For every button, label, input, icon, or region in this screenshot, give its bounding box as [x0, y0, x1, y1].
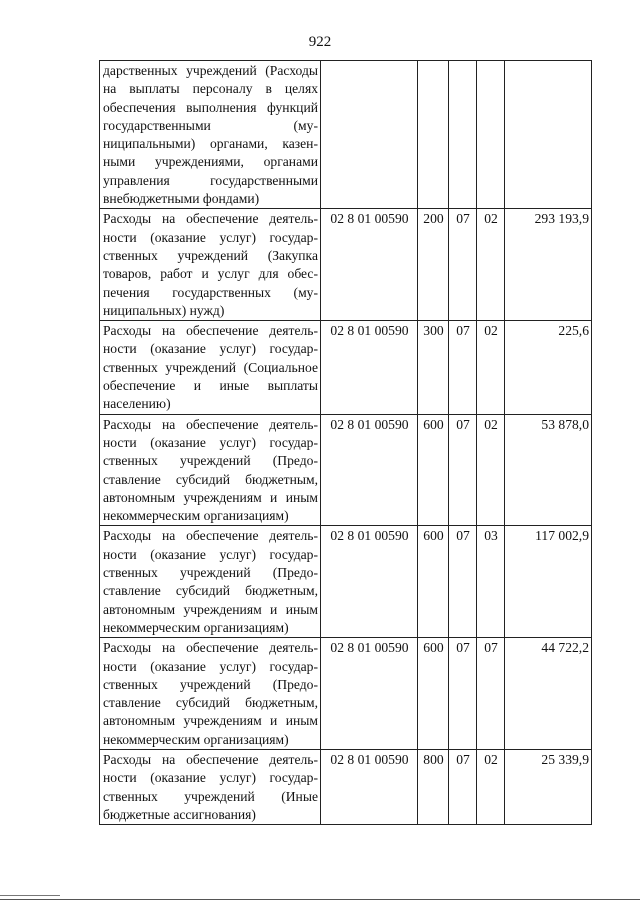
bottom-rule — [0, 899, 640, 900]
target-article-code-cell: 02 8 01 00590 — [321, 321, 418, 414]
subsection-cell: 02 — [477, 749, 505, 824]
target-article-code-cell: 02 8 01 00590 — [321, 749, 418, 824]
amount-cell — [505, 61, 592, 209]
target-article-code-cell: 02 8 01 00590 — [321, 638, 418, 750]
amount-cell: 44 722,2 — [505, 638, 592, 750]
expense-name-cell: Расходы на обеспечение деятельности (оказание услуг) государственных учреждений (Предоставление субсидий бюджетным, автономным учреждениям и иным некоммерческим организациям) — [100, 638, 321, 750]
expense-name-cell: Расходы на обеспечение деятельности (оказание услуг) государственных учреждений (Социальное обеспечение и иные выплаты населению) — [100, 321, 321, 414]
table-row — [100, 749, 592, 824]
expense-name-cell: Расходы на обеспечение деятельности (оказание услуг) государственных учреждений (Предоставление субсидий бюджетным, автономным учреждениям и иным некоммерческим организациям) — [100, 526, 321, 638]
target-article-code-cell: 02 8 01 00590 — [321, 209, 418, 321]
section-cell: 07 — [449, 526, 477, 638]
budget-table — [99, 60, 592, 825]
table-row — [100, 61, 592, 209]
amount-cell: 53 878,0 — [505, 414, 592, 526]
section-cell: 07 — [449, 638, 477, 750]
section-cell: 07 — [449, 209, 477, 321]
subsection-cell — [477, 61, 505, 209]
expense-name-cell: Расходы на обеспечение деятельности (оказание услуг) государственных учреждений (Иные бюджетные ассигнования) — [100, 749, 321, 824]
section-cell: 07 — [449, 414, 477, 526]
expense-name-cell: Расходы на обеспечение деятельности (оказание услуг) государственных учреждений (Предоставление субсидий бюджетным, автономным учреждениям и иным некоммерческим организациям) — [100, 414, 321, 526]
section-cell: 07 — [449, 749, 477, 824]
expense-type-cell: 800 — [418, 749, 449, 824]
table-row — [100, 209, 592, 321]
subsection-cell: 02 — [477, 209, 505, 321]
subsection-cell: 07 — [477, 638, 505, 750]
amount-cell: 225,6 — [505, 321, 592, 414]
subsection-cell: 02 — [477, 321, 505, 414]
table-row — [100, 526, 592, 638]
amount-cell: 117 002,9 — [505, 526, 592, 638]
table-row — [100, 321, 592, 414]
expense-type-cell — [418, 61, 449, 209]
section-cell: 07 — [449, 321, 477, 414]
expense-type-cell: 600 — [418, 414, 449, 526]
bottom-rule-short — [0, 895, 60, 896]
subsection-cell: 02 — [477, 414, 505, 526]
table-row — [100, 638, 592, 750]
subsection-cell: 03 — [477, 526, 505, 638]
expense-name-cell: Расходы на обеспечение деятельности (оказание услуг) государственных учреждений (Закупка товаров, работ и услуг для обеспечения государственных (муниципальных) нужд) — [100, 209, 321, 321]
expense-type-cell: 200 — [418, 209, 449, 321]
expense-type-cell: 600 — [418, 526, 449, 638]
expense-type-cell: 600 — [418, 638, 449, 750]
amount-cell: 293 193,9 — [505, 209, 592, 321]
table-row — [100, 414, 592, 526]
target-article-code-cell: 02 8 01 00590 — [321, 526, 418, 638]
amount-cell: 25 339,9 — [505, 749, 592, 824]
section-cell — [449, 61, 477, 209]
target-article-code-cell — [321, 61, 418, 209]
expense-type-cell: 300 — [418, 321, 449, 414]
expense-name-cell: дарственных учреждений (Расходы на выплаты персоналу в целях обеспечения выполнения функций государственными (муниципальными) органами, казенными учреждениями, органами управления государственными внебюджетными фондами) — [100, 61, 321, 209]
page-number: 922 — [308, 34, 332, 50]
target-article-code-cell: 02 8 01 00590 — [321, 414, 418, 526]
